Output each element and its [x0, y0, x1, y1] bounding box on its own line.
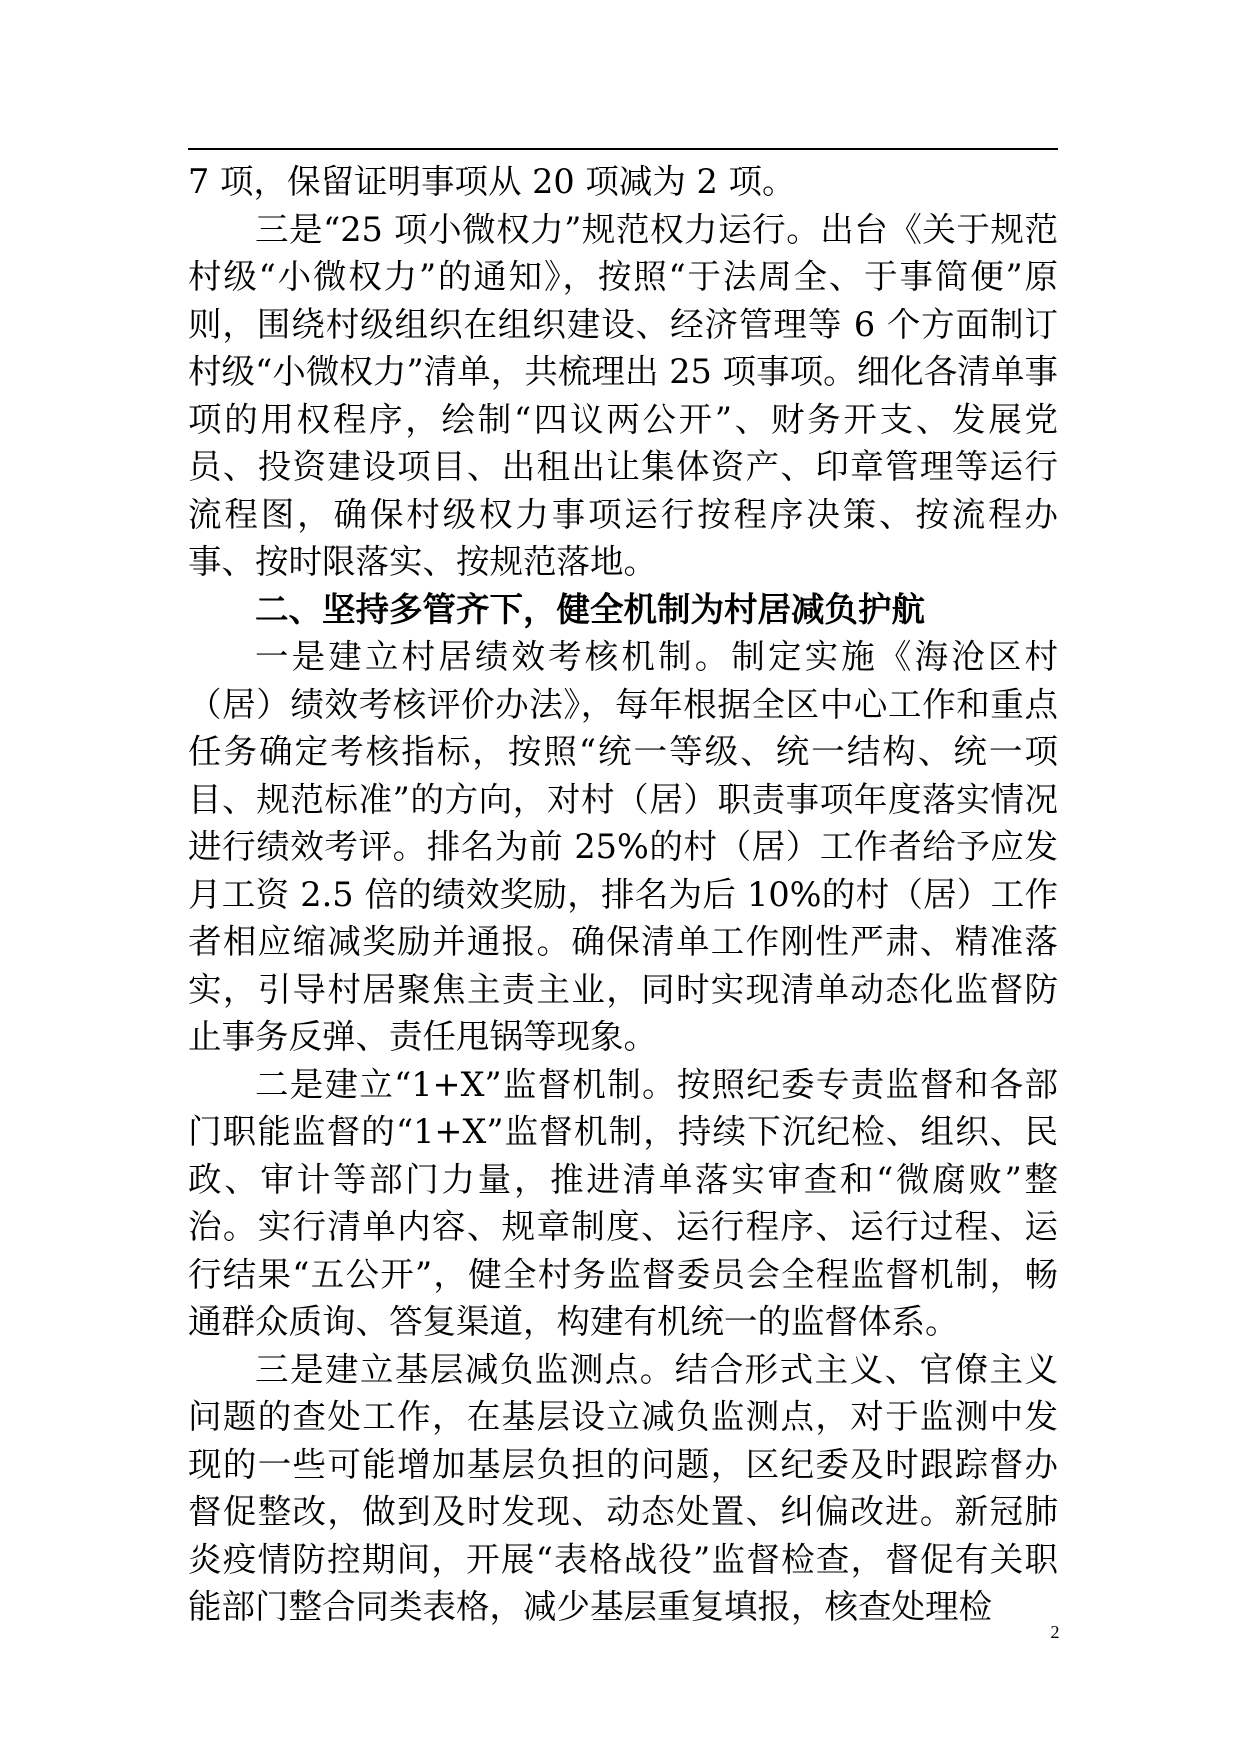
header-rule [188, 148, 1058, 150]
paragraph-continuation: 7 项，保留证明事项从 20 项减为 2 项。 [188, 162, 796, 201]
paragraph-small-power: 三是“25 项小微权力”规范权力运行。出台《关于规范村级“小微权力”的通知》，按照“于法周全、于事简便”原则，围绕村级组织在组织建设、经济管理等 6 个方面制订村级“小微权力”清单，共梳理出 25 项事项。细化各清单事项的用权程序，绘制“四议两公开”、财务开支、发展党员、投资建设项目、出租出让集体资产、印章管理等运行流程图，确保村级权力事项运行按程序决策、按流程办事、按时限落实、按规范落地。 [188, 209, 1058, 581]
paragraph-supervision: 二是建立“1+X”监督机制。按照纪委专责监督和各部门职能监督的“1+X”监督机制，持续下沉纪检、组织、民政、审计等部门力量，推进清单落实审查和“微腐败”整治。实行清单内容、规章制度、运行程序、运行过程、运行结果“五公开”，健全村务监督委员会全程监督机制，畅通群众质询、答复渠道，构建有机统一的监督体系。 [188, 1064, 1058, 1341]
page-number: 2 [1050, 1622, 1060, 1642]
paragraph-performance: 一是建立村居绩效考核机制。制定实施《海沧区村（居）绩效考核评价办法》，每年根据全区中心工作和重点任务确定考核指标，按照“统一等级、统一结构、统一项目、规范标准”的方向，对村（居）职责事项年度落实情况进行绩效考评。排名为前 25%的村（居）工作者给予应发月工资 2.5 倍的绩效奖励，排名为后 10%的村（居）工作者相应缩减奖励并通报。确保清单工作刚性严肃、精准落实，引导村居聚焦主责主业，同时实现清单动态化监督防止事务反弹、责任甩锅等现象。 [188, 637, 1058, 1056]
section-heading: 二、坚持多管齐下，健全机制为村居减负护航 [255, 589, 925, 629]
body-text [188, 158, 1058, 1631]
paragraph-monitoring: 三是建立基层减负监测点。结合形式主义、官僚主义问题的查处工作，在基层设立减负监测点，对于监测中发现的一些可能增加基层负担的问题，区纪委及时跟踪督办督促整改，做到及时发现、动态处置、纠偏改进。新冠肺炎疫情防控期间，开展“表格战役”监督检查，督促有关职能部门整合同类表格，减少基层重复填报，核查处理检 [188, 1349, 1058, 1626]
